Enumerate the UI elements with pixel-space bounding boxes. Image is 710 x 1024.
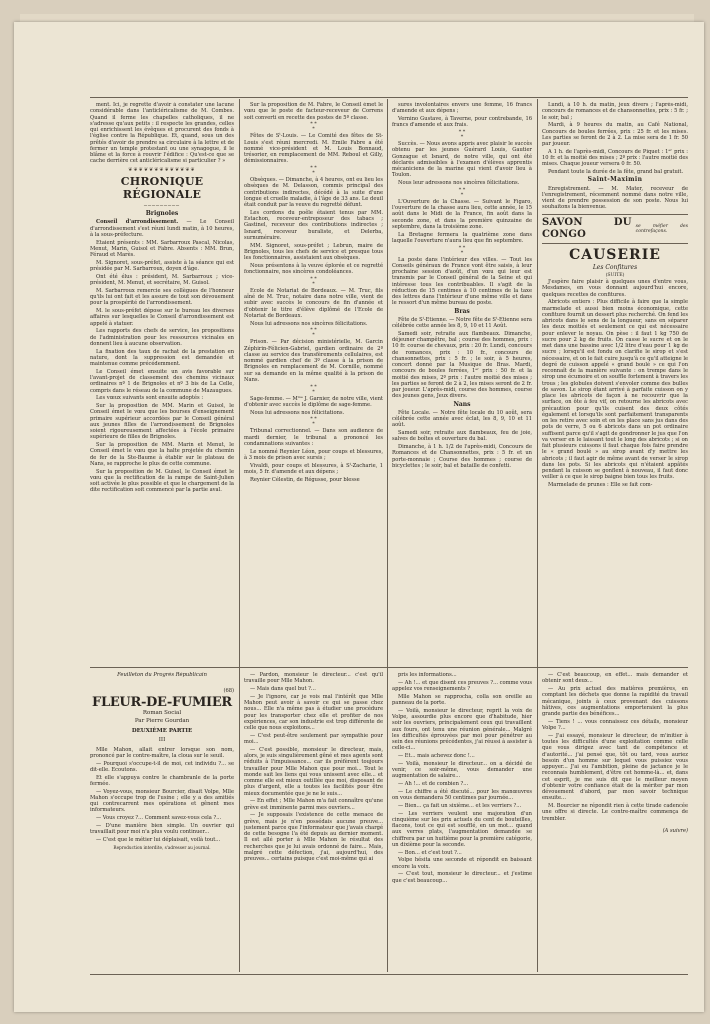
feuilleton-column-1 xyxy=(90,672,234,972)
paragraph: — Le chiffre a été discuté... pour les manœuvres on vous demandera 50 centimes par journée... xyxy=(392,788,532,801)
column-1 xyxy=(90,102,234,664)
paragraph: Reynier Célestin, de Régusse, pour blesse xyxy=(250,476,360,483)
paragraph: Nous lui adressons nos sincères félicitations. xyxy=(250,320,368,327)
stars-divider: * * * xyxy=(458,244,466,256)
town-heading: Bras xyxy=(454,307,470,315)
paragraph: MM. Signoret, sous-préfet ; Lebrun, maire de Brignoles, tous les chefs de service et presque tous les fonctionnaires, assistaient aux obsèques. xyxy=(244,242,383,261)
paragraph: Tribunal correctionnel. — Dans son audience de mardi dernier, le tribunal a prononcé les condamnations suivantes : xyxy=(244,428,383,447)
paragraph: La Bretagne fermera la quatrième zone dans laquelle l'ouverture n'aura lieu que fin septembre. xyxy=(392,231,532,244)
paragraph: Marmelade de prunes : Elle se fait com- xyxy=(548,482,653,488)
paragraph: Succès. — Nous avons appris avec plaisir le succès obtenu par les jeunes Guérard Louis, Gautier Gonzague et Isnard, de notre ville, qui ont été déclarés admissibles à l'examen d'élèves apprentis mécaniciens de la marine qui vient d'avoir lieu à Toulon. xyxy=(392,141,532,179)
paragraph: Sur la proposition de M. Guisol, le Conseil émet le vœu que la rectification de la rampe de Saint-Julien soit activée le plus possible et que le chargement de la dite rectification soit commencé par la partie aval. xyxy=(90,468,234,494)
paragraph: A 1 h. de l'après-midi, Concours de Piquet : 1ᵉʳ prix : 10 fr. et la moitié des mises ; 2º prix : l'autre moitié des mises. Chaque joueur versera 0 fr. 50. xyxy=(542,148,688,168)
paragraph: — C'est beaucoup, en effet... mais demander et obtenir sont deux... xyxy=(542,672,688,685)
savon-ad xyxy=(542,214,688,244)
paragraph: pris les informations... xyxy=(398,672,457,678)
ornament-divider: ───────── xyxy=(143,202,181,209)
stars-divider: * * * xyxy=(310,383,317,395)
paragraph: — Je l'ignore, car je vois mal l'intérêt que Mlle Mahon peut avoir à savoir ce qui se passe chez nous... Elle n'a même pas à étudier une procédure pour les transporter chez elle et profiter de nos expériences, car son industrie est trop différente de celle que nous exploitons... xyxy=(244,693,383,731)
a-suivre-label: (A suivre) xyxy=(662,827,688,834)
feuilleton-column-3 xyxy=(392,672,532,972)
causerie-subtitle: Les Confitures xyxy=(592,263,638,271)
paragraph: — Je supposais l'existence de cette menace de grève, mais je n'en possédais aucune preuve... justement parce que l'informateur que j'avais chargé de cette besogne l'a été depuis au dernier moment. Il est allé porter à Mlle Mahon le résultat des recherches que je lui avais ordonné de faire... Mais, malgré cette défection, j'ai, aujourd'hui, des preuves... certains puisque c'est moi-même qui ai xyxy=(244,812,383,862)
paragraph: Nous lui adressons nos félicitations. xyxy=(250,409,345,416)
column-rule xyxy=(239,672,240,972)
paragraph: M. Signoret, sous-préfet, assiste à la séance qui est présidée par M. Sarbarroux, doyen d'âge. xyxy=(90,259,234,272)
feuilleton-number: (68) xyxy=(223,688,234,695)
column-rule xyxy=(387,672,388,972)
paragraph: — C'est possible, monsieur le directeur, mais, alors, je suis singulièrement gêné et mes agents sont réduits à l'impuissance... car ils préfèrent toujours travailler pour Mlle Mahon que pour moi... Tout le monde sait les liens qui vous unissent avec elle... et comme elle est mieux outillée que moi, disposant de plus d'argent, elle a toutes les facilités pour être mieux documentée que je ne le suis... xyxy=(244,746,383,797)
paragraph: Sur la proposition de MM. Marin et Menut, le Conseil émet le vœu que la halte projetée du chemin de fer de la Ste-Baume à établir sur le plateau de Nans, se rapproche le plus de cette commune. xyxy=(90,442,234,467)
column-rule xyxy=(537,99,538,687)
feuilleton-column-2 xyxy=(244,672,383,972)
paragraph: Les vœux suivants sont ensuite adoptés : xyxy=(96,395,204,402)
paragraph: Obsèques. — Dimanche, à 4 heures, ont eu lieu les obsèques de M. Delasson, commis principal des contributions indirectes, décédé à la suite d'une longue et cruelle maladie, à l'âge de 33 ans. Le deuil était conduit par la veuve du regretté défunt. xyxy=(244,177,383,208)
paragraph: — Voyez-vous, monsieur Bourcier, disait Volpe, Mlle Mahon s'occupe trop de l'usine ; elle y a des amitiés qui contrecarrent mes opérations et gênent mes informateurs. xyxy=(90,788,234,814)
stars-divider: * * * xyxy=(310,165,317,176)
stars-divider: * * * xyxy=(310,327,317,339)
paragraph: J'espère faire plaisir à quelques unes d'entre vous, Mesdames, en vous donnant aujourd'hui encore, quelques recettes de confitures. xyxy=(542,279,688,298)
paragraph: Vernino Gustave, à Taverne, pour contrebande, 16 francs d'amende et aux frais. xyxy=(392,116,532,129)
paragraph: Volpe hésita une seconde et répondit en baissant encore la voix. xyxy=(392,857,532,870)
paragraph: Le Conseil émet ensuite un avis favorable sur l'avant-projet de classement des chemins vicinaux ordinaires nº 1 de Brignoles et nº 3 bis de La Celle, compris dans le réseau de la commune de Mazaugues. xyxy=(90,368,234,394)
paragraph: — Ah !... et que disent ces preuves ?... comme vous appelez vos renseignements ? xyxy=(392,679,532,692)
column-3 xyxy=(392,102,532,664)
stars-divider: * * * xyxy=(458,129,466,140)
feuilleton-header: Feuilleton du Progrès Républicain xyxy=(117,672,207,678)
paragraph: Pendant toute la durée de la fête, grand bal gratuit. xyxy=(548,169,684,175)
paragraph: Nous leur adressons nos sincères félicitations. xyxy=(398,180,520,186)
stars-divider: * * * xyxy=(310,275,317,287)
newspaper-page xyxy=(14,22,704,1012)
feuilleton-rule xyxy=(90,667,688,668)
bottom-rule xyxy=(90,974,688,975)
paragraph: — J'ai essayé, monsieur le directeur, de m'initier à toutes les difficultés d'une exploitation comme celle que vous dirigez avec tant de compétence et d'autorité... j'ai pensé que, tôt ou tard, vous auriez besoin d'un homme sur lequel vous puissiez vous appuyer... J'ai eu l'ambition, pleine de jactance je le reconnais humblement, d'être cet homme-là... et, dans cet esprit, je me suis dit que le meilleur moyen d'obtenir votre confiance était de la mériter par mon dévouement d'abord, par mon savoir technique ensuite... xyxy=(542,732,688,802)
paragraph: Sage-femme. — Mᵐᵉ J. Garnier, de notre ville, vient d'obtenir avec succès le diplôme de sage-femme. xyxy=(244,395,383,408)
stars-divider: * * * xyxy=(458,186,466,198)
paragraph: M. Bourcier ne répondit rien à cette tirade cadencée une offre si directe. Le contre-maître commença de trembler. xyxy=(542,803,688,822)
paragraph: — C'est que le métier lui déplaisait, voilà tout... xyxy=(96,836,221,843)
paragraph: — Tiens ! ... vous connaissez ces détails, monsieur Volpe ?... xyxy=(542,718,688,731)
paragraph: Conseil d'arrondissement. — Le Conseil d'arrondissement s'est réuni lundi matin, à 10 heures, à la sous-préfecture. xyxy=(90,219,234,238)
paragraph: Et elle s'appuya contre le chambranle de la porte fermée. xyxy=(90,774,234,787)
paragraph: Vivaldi, pour coups et blessures, à Sᵗ-Zacharie, 1 mois, 5 fr. d'amende et aux dépens ; xyxy=(244,462,383,475)
paragraph: — C'est tout, monsieur le directeur... et j'estime que c'est beaucoup... xyxy=(392,871,532,884)
paragraph: L'Ouverture de la Chasse. — Suivant le Figaro, l'ouverture de la chasse aura lieu, cette année, le 15 août dans le Midi de la France, fin août dans la seconde zone, et dans la première quinzaine de septembre, dans la troisième zone. xyxy=(392,198,532,230)
paragraph: Fête de Sᵗ-Etienne. — Notre fête de Sᵗ-Etienne sera célébrée cette année les 8, 9, 10 et 11 Août. xyxy=(392,316,532,329)
paragraph: Enregistrement. — M. Mater, receveur de l'enregistrement, récemment nommé dans notre ville, vient de prendre possession de son poste. Nous lui souhaitons la bienvenue. xyxy=(542,185,688,211)
paragraph: Prison. — Par décision ministérielle, M. Garcin Zéphirin-Félicien-Gabriel, gardien ordinaire de 2º classe au service des transfèrements cellulaires, est nommé gardien chef de 3º classe à la prison de Brignoles en remplacement de M. Cornille, nommé sur sa demande en la même qualité à la prison de Nans. xyxy=(244,339,383,383)
paragraph: M. le sous-préfet dépose sur le bureau les diverses affaires sur lesquelles le Conseil d'arrondissement est appelé à statuer. xyxy=(90,308,234,327)
paragraph: Sur la proposition de MM. Marin et Guisol, le Conseil émet le vœu que les bourses d'enseignement primaire supérieur accordées par le Conseil général aux jeunes filles de l'arrondissement de Brignoles soient rigoureusement affectées à l'école primaire supérieure de filles de Brignoles. xyxy=(90,403,234,441)
paragraph: — Et... mais achevez donc !... xyxy=(398,753,475,759)
paragraph: Les cordons du poêle étaient tenus par MM. Estachon, receveur-entreposeur des tabacs ; Gastinel, receveur des contributions indirectes ; Isnard, receveur buraliste, et Delerba, surnuméraire. xyxy=(244,209,383,241)
feuilleton-title: FLEUR-DE-FUMIER xyxy=(92,694,232,710)
column-rule xyxy=(537,672,538,972)
reproduction-notice: Reproduction interdite, s'adresser au journal. xyxy=(113,845,211,850)
town-heading: Brignoles xyxy=(145,210,179,217)
ornament-divider: ❦❦❦❦❦❦❦❦❦❦❦❦❦ xyxy=(128,166,196,173)
chapter-number: III xyxy=(158,737,166,744)
article-continuation: ment. Ici, je regrette d'avoir à constater une lacune considérable dans l'anticléricalisme de M. Combes. Quand il ferme les chapelles catholiques, il ne s'adresse qu'aux petits : il respecte les grandes, celles qui enrichissent les évêques et procurent des fonds à l'église contre la République. Et, quand, sous un des prêtés d'avoir de prendre sa circulaire à la lettre et de fermer un temple protestant ou une synagogue, il le blâme et la force à rouvrir l'édifice : Qu'est-ce que se cache derrière cet anticléricalisme si particulier ? » xyxy=(90,102,234,165)
paragraph: Samedi soir, retraite aux flambeaux, feu de joie, salves de boîtes et ouverture du bal. xyxy=(392,430,532,443)
paragraph: Dimanche, à 1 h. 1/2 de l'après-midi, Concours de Romances et de Chansonnettes, prix : 5 fr. et un porte-monnaie ; Course des hommes ; course de bicyclettes ; le soir, bal et bataille de confetti. xyxy=(392,444,532,469)
feuilleton-column-4 xyxy=(542,672,688,972)
paragraph: — Les verriers veulent une majoration d'un cinquième sur les prix actuels du cent de bouteilles, flacons, tout ce qui est soufflé, en un mot... quand aux verres plats, l'augmentation demandée se chiffrera par un huitième pour la première catégorie, un dixième pour la seconde. xyxy=(392,810,532,848)
paragraph: — Voilà, monsieur le directeur, reprit la voix de Volpe, assourdie plus encore que d'habitude, hier soir les ouvriers, principalement ceux qui travaillent aux fours, ont tenu une réunion générale... Malgré les difficultés éprouvées par moi pour pénétrer au sein des réunions précédentes, j'ai réussi à assister à celle-ci... xyxy=(392,707,532,752)
causerie-title: CAUSERIE xyxy=(569,246,661,263)
paragraph: Mardi, à 9 heures du matin, au Café National, Concours de boules ferrées, prix : 25 fr. et les mises. Les parties se feront de 2 à 2. La mise sera de 1 fr. 50 par joueur. xyxy=(542,122,688,147)
town-heading: Nans xyxy=(453,400,471,408)
savon-ad-title: SAVON DU CONGO xyxy=(542,216,632,240)
town-heading: Saint-Maximin xyxy=(587,176,643,184)
column-4 xyxy=(542,102,688,664)
author-label: Par Pierre Gourdan xyxy=(134,717,190,724)
paragraph: Mlle Mahon, allait entrer lorsque son nom, prononcé par le contre-maître, la cloua sur le seuil. xyxy=(90,746,234,759)
suite-label: (SUITE) xyxy=(605,272,625,278)
paragraph: Ont été élus : président, M. Sarbarroux ; vice-président, M. Menut, et secrétaire, M. Guisol. xyxy=(90,273,234,286)
paragraph: Etaient présents : MM. Sarbarroux Pascal, Nicolas, Menut, Marin, Guisol et Fabre. Absents : MM. Brun, Féraud et Marès. xyxy=(90,239,234,258)
paragraph: Nous présentons à la veuve éplorée et ce regretté fonctionnaire, nos sincères condoléances. xyxy=(244,262,383,275)
paragraph: — Pourquoi s'occupe-t-il de moi, cet individu ?... se dit-elle. Ecoutons. xyxy=(90,760,234,773)
paragraph: — En effet ; Mlle Mahon m'a fait connaître qu'une grève est imminente parmi mes ouvriers... xyxy=(244,798,383,811)
column-rule xyxy=(239,99,240,687)
paragraph: — C'est peut-être seulement par sympathie pour moi... xyxy=(244,732,383,745)
paragraph: Les rapports des chefs de service, les propositions de l'administration pour les ressources vicinales en donnent lieu à aucune observation. xyxy=(90,328,234,347)
paragraph: Sur la proposition de M. Fabre, le Conseil émet le vœu que le poste de facteur-receveur de Correns soit converti en recette des postes de 5º classe. xyxy=(244,102,383,121)
paragraph: sures involontaires envers une femme, 16 francs d'amende et aux dépens ; xyxy=(392,102,532,115)
paragraph: M. Sarbarroux remercie ses collègues de l'honneur qu'ils lui ont fait et les assure de tout son dévouement pour la prospérité de l'arrondissement. xyxy=(90,287,234,307)
paragraph: — Bon... et c'est tout ?... xyxy=(398,849,462,856)
stars-divider: * * * xyxy=(310,416,317,428)
paragraph: — Vous croyez ?... Comment savez-vous cela ?... xyxy=(96,815,222,821)
paragraph: La poste dans l'intérieur des villes. — Tout les Conseils généraux de France vont être saisis, à leur prochaine session d'août, d'un vœu qui leur est transmis par le Conseil général de la Seine et qui intéresse tous les contribuables. Il s'agit de la réduction de 15 centimes à 10 centimes de la taxe des lettres dans l'intérieur d'une même ville et dans le ressort d'un même bureau de poste. xyxy=(392,256,532,307)
paragraph: Lundi, à 10 h. du matin, jeux divers ; l'après-midi, concours de romances et de chansonnettes, prix : 5 fr. ; le soir, bal ; xyxy=(542,102,688,121)
chronique-title: CHRONIQUE RÉGIONALE xyxy=(120,174,204,201)
part-label: DEUXIÈME PARTIE xyxy=(131,728,193,734)
paragraph: Fêtes de Sᵗ-Louis. — Le Comité des fêtes de St-Louis s'est réuni mercredi. M. Emile Fabre a été nommé vice-président et M. Louis Bonnaud, trésorier, en remplacement de MM. Reboul et Gilly, démissionnaires. xyxy=(244,133,383,165)
genre-label: Roman Social xyxy=(142,709,182,716)
column-2 xyxy=(244,102,383,664)
paragraph: Abricots entiers : Plus difficile à faire que la simple marmelade et aussi bien moins économique, cette confiture fournit un dessert plus recherché. On fend les abricots dans le sens de la longueur, sans en séparer les deux moitiés et seulement ce qui est nécessaire pour enlever le noyau. On pèse : il faut 1 kg 750 de sucre pour 2 kg de fruits. On casse le sucre et on le met dans une bassine avec 1/2 litre d'eau pour 1 kg de sucre ; lorsqu'il est fondu on clarifie le sirop et s'est nécessaire, et on le fait cuire jusqu'à ce qu'il atteigne le degré de cuisson appelé « grand boulé » ce qui l'on reconnaît de la manière suivante : on trempe dans le sirop une écumoire et on souffle fortement à travers les trous ; les globules doivent s'envoler comme des bulles de savon. Le sirop étant arrivé à parfaite cuisson on y place les abricots de façon à ne recouvrir que la surface, on ôte à feu vif, on retourne les abricots avec précaution pour qu'ils cuisent des deux côtés également et lorsqu'ils sont parfaitement transparents on les retire avec soin et on les place sans jus dans des pots de verre, 5 ou 6 abricots dans un pot ordinaire suffisent parce qu'il s'agit de gondronner le jus que l'on va verser en le laissant tout le long des abricots ; si on fait plusieurs cuissons il faut chaque fois faire prendre le « grand boulé » au sirop avant d'y mettre les abricots ; il faut agir de même avant de verser le sirop dans les pots. Si les abricots qui n'étaient appâtés pendant la cuisson se gonflent à nouveau, il faut donc veiller à ce que le sirop baigne bien tous les fruits. xyxy=(542,299,688,481)
paragraph: Le nommé Reynier Léon, pour coups et blessures, à 3 mois de prison avec sursis ; xyxy=(244,448,383,461)
column-rule xyxy=(387,99,388,687)
paragraph: Mlle Mahon se rapprocha, colla son oreille au panneau de la porte. xyxy=(392,693,532,706)
paragraph: — Pardon, monsieur le directeur... c'est qu'il travaille pour Mlle Mahon. xyxy=(244,672,383,685)
paragraph: La fixation des taux de rachat de la prestation en nature, dont la suppression est demandée et maintenue comme précédemment. xyxy=(90,348,234,367)
stars-divider: * * * xyxy=(310,121,317,133)
top-rule xyxy=(90,97,688,98)
paragraph: Samedi soir, retraite aux flambeaux. Dimanche, déjeuner champêtre, bal ; course des hommes, prix : 10 fr. course de chevaux, prix : 20 fr. Lundi, concours de romances, prix : 10 fr., concours de chansonnettes, prix : 5 fr. ; le soir, à 5 heures, concert donné par la Musique de Bras. Mardi, concours de boules ferrées, 1ᵉʳ prix : 50 fr. et la moitié des mises, 2º prix : l'autre moitié des mises ; les parties se feront de 2 à 2, les mises seront de 2 fr. par joueur. L'après-midi, course des hommes, course des jeunes gens, Jeux divers. xyxy=(392,330,532,400)
savon-ad-tagline: se méfier des contrefaçons. xyxy=(635,223,688,234)
paragraph: — D'une manière bien simple. Un ouvrier qui travaillait pour moi n'a plus voulu continuer... xyxy=(90,822,234,835)
paragraph: — Ah !... et de combien ?... xyxy=(398,781,469,787)
paragraph: — Voilà, monsieur le directeur... on a décidé de venir, ce soir-même, vous demander une augmentation de salaire... xyxy=(392,760,532,780)
paragraph: — Mais dans quel but ?... xyxy=(250,686,316,692)
paragraph: Fête Locale. — Notre fête locale du 10 août, sera célébrée cette année avec éclat, les 8, 9, 10 et 11 août. xyxy=(392,409,532,429)
paragraph: — Bien... ça fait un sixième... et les verriers ?... xyxy=(398,802,522,809)
paragraph: — Au prix actuel des matières premières, en comptant les déchets que donne la rapidité du travail mécanique, joints à ceux provenant des cuissons hâtives, ces augmentations emporteraient la plus grande partie des bénéfices... xyxy=(542,686,688,717)
paragraph: Ecole de Notariat de Bordeaux. — M. Truc, fils aîné de M. Truc, notaire dans notre ville, vient de subir avec succès le concours de fin d'année et d'obtenir le titre d'élève diplômé de l'Ecole de Notariat de Bordeaux. xyxy=(244,287,383,319)
